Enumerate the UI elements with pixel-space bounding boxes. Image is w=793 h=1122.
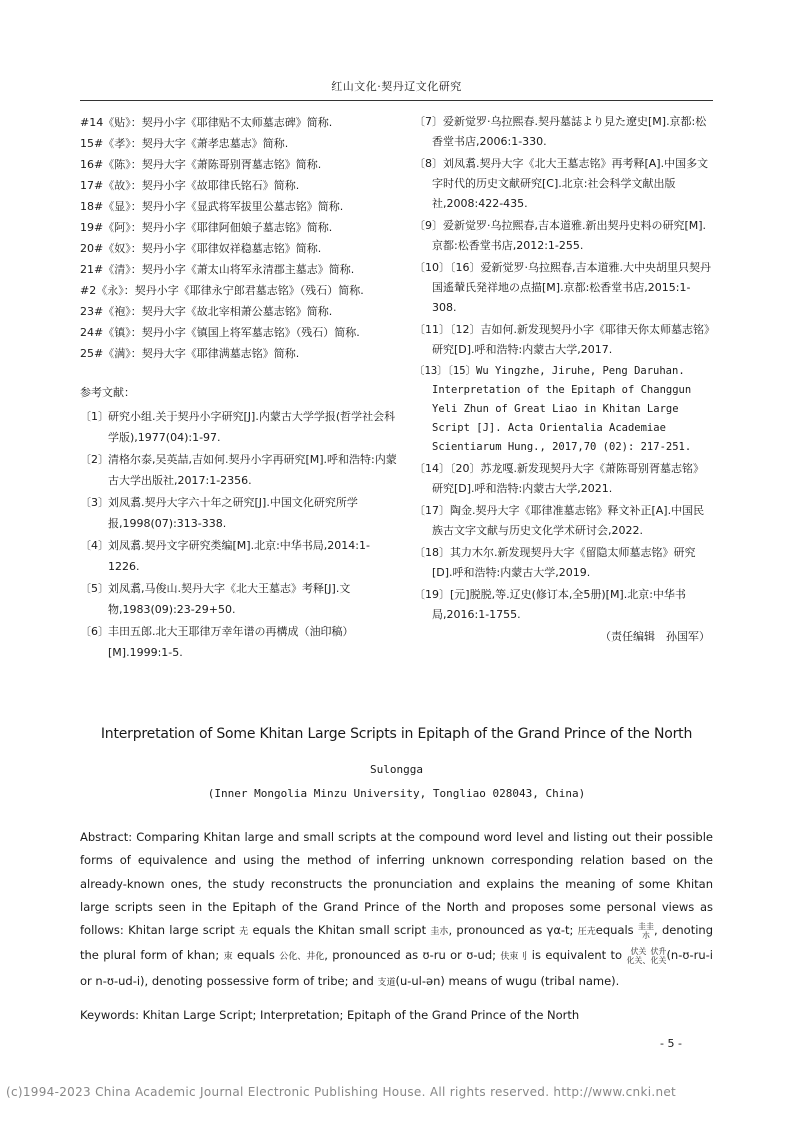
reference-item: 〔19〕[元]脱脱,等.辽史(修订本,全5册)[M].北京:中华书局,2016:1-1755. xyxy=(414,588,686,621)
reference-item: 〔9〕爱新觉罗·乌拉熙春,吉本道雅.新出契丹史料の研究[M].京都:松香堂书店,2012:1-255. xyxy=(414,219,707,252)
khitan-glyph: 朩 xyxy=(642,930,651,940)
reference-number: 〔2〕 xyxy=(80,453,109,466)
abstract-text: (u-ul-ən) means of wugu (tribal name). xyxy=(395,973,620,988)
khitan-glyph: 圥 xyxy=(239,927,249,938)
reference-item: 〔14〕〔20〕苏龙嘎.新发现契丹大字《萧陈哥别胥墓志铭》研究[D].呼和浩特:内蒙古大学,2021. xyxy=(414,462,704,495)
reference-item: 〔13〕〔15〕Wu Yingzhe, Jiruhe, Peng Daruhan. Interpretation of the Epitaph of Changgun Yeli Zhun of Great Liao in Khitan Large Script [J]. Acta Orientalia Academiae Scientiarum Hung., 2017,70 (02): 217-251. xyxy=(414,365,692,453)
keywords-text: Khitan Large Script; Interpretation; Epitaph of the Grand Prince of the North xyxy=(138,1008,580,1022)
reference-text: 刘凤翥.契丹文字研究类编[M].北京:中华书局,2014:1-1226. xyxy=(108,539,370,573)
reference-number: 〔6〕 xyxy=(80,625,109,638)
references-left xyxy=(80,406,398,663)
abstract-text: , pronounced as γα-t; xyxy=(448,923,578,938)
keywords-label: Keywords: xyxy=(80,1008,139,1022)
reference-item: 〔8〕刘凤翥.契丹大字《北大王墓志铭》再考释[A].中国多文字时代的历史文献研究[C].北京:社会科学文献出版社,2008:422-435. xyxy=(414,157,709,210)
abstract-text: , pronounced as ʊ-ru or ʊ-ud; xyxy=(324,948,501,963)
english-keywords xyxy=(80,1008,713,1022)
editor-note: （责任编辑 孙国军） xyxy=(600,630,710,643)
khitan-glyph: 支道 xyxy=(377,977,396,988)
khitan-glyph: 伏关 xyxy=(630,946,647,956)
reference-item: 〔18〕其力木尔.新发现契丹大字《留隐太师墓志铭》研究[D].呼和浩特:内蒙古大学,2019. xyxy=(414,546,696,579)
english-author: Sulongga xyxy=(370,763,423,776)
reference-item xyxy=(80,621,398,663)
abbreviation-item: 15#《孝》：契丹大字《萧孝忠墓志》简称. xyxy=(80,137,289,150)
reference-item: 〔10〕〔16〕爱新觉罗·乌拉熙春,吉本道雅.大中央胡里只契丹国遙輦氏発祥地の点描[M].京都:松香堂书店,2015:1-308. xyxy=(414,261,711,314)
english-abstract xyxy=(80,826,713,995)
references-heading: 参考文献： xyxy=(80,386,135,399)
header-rule xyxy=(80,100,713,101)
references-right xyxy=(414,112,714,625)
khitan-glyph: 圭圭 xyxy=(638,921,655,931)
reference-item xyxy=(80,492,398,534)
english-title: Interpretation of Some Khitan Large Scripts in Epitaph of the Grand Prince of the North xyxy=(100,726,693,742)
khitan-glyph: 公化、井化 xyxy=(279,952,325,963)
reference-text: 丰田五郎.北大王耶律万幸年谱の再構成（油印稿）[M].1999:1-5. xyxy=(108,625,354,659)
running-head: 红山文化·契丹辽文化研究 xyxy=(331,80,462,93)
abbreviation-item: 24#《镇》：契丹小字《镇国上将军墓志铭》（残石）简称. xyxy=(80,326,360,339)
reference-item: 〔11〕〔12〕吉如何.新发现契丹小字《耶律天你太师墓志铭》研究[D].呼和浩特:内蒙古大学,2017. xyxy=(414,323,710,356)
right-column xyxy=(414,112,714,647)
left-column xyxy=(80,112,398,664)
abbreviation-item: 25#《满》：契丹大字《耶律满墓志铭》简称. xyxy=(80,347,300,360)
copyright-footer: (c)1994-2023 China Academic Journal Electronic Publishing House. All rights reserved. http://www.cnki.net xyxy=(6,1085,677,1099)
khitan-glyph: 伏升 xyxy=(650,946,667,956)
reference-number: 〔4〕 xyxy=(80,539,109,552)
khitan-glyph: 圧圥 xyxy=(577,927,596,938)
abbreviation-item: 23#《袍》：契丹大字《故北宰相萧公墓志铭》简称. xyxy=(80,305,333,318)
khitan-glyph: 圭朩 xyxy=(430,927,449,938)
abstract-text: (n-ʊ-ru-i or n-ʊ-ud-i), denoting possessive form of tribe; and xyxy=(80,948,713,988)
abbreviation-item: 16#《陈》：契丹大字《萧陈哥别胥墓志铭》简称. xyxy=(80,158,322,171)
abstract-label: Abstract: xyxy=(80,830,133,844)
abstract-text: , denoting the plural form of khan; xyxy=(80,923,713,963)
abbreviation-item: #2《永》：契丹小字《耶律永宁郎君墓志铭》（残石）简称. xyxy=(80,284,364,297)
abbreviation-list xyxy=(80,112,398,364)
reference-item: 〔17〕陶金.契丹大字《耶律准墓志铭》释文补正[A].中国民族古文字文献与历史文化学术研讨会,2022. xyxy=(414,504,705,537)
abbreviation-item: 18#《显》：契丹小字《显武将军拔里公墓志铭》简称. xyxy=(80,200,344,213)
khitan-glyph-stack xyxy=(626,947,650,965)
reference-item xyxy=(80,535,398,577)
abbreviation-item: #14《贴》：契丹小字《耶律贴不太师墓志碑》简称. xyxy=(80,116,333,129)
reference-number: 〔3〕 xyxy=(80,496,109,509)
abstract-text: Comparing Khitan large and small scripts at the compound word level and listing out their possible forms of equivalence and using the method of inferring unknown corresponding relation based on the already-known ones, the study reconstructs the pronunciation and explains the meaning of some Khitan large scripts seen in the Epitaph of the Grand Prince of the North and proposes some personal views as follows: Khitan large script xyxy=(80,830,713,938)
abbreviation-item: 17#《故》：契丹小字《故耶律氏铭石》简称. xyxy=(80,179,300,192)
reference-number: 〔1〕 xyxy=(80,410,109,423)
abstract-text: is equivalent to xyxy=(527,948,627,963)
abstract-text: equals xyxy=(595,923,639,938)
khitan-glyph-stack xyxy=(638,922,654,940)
khitan-glyph: 伕朿刂 xyxy=(500,952,528,963)
reference-item xyxy=(80,406,398,448)
khitan-glyph: 化关、 xyxy=(626,955,651,965)
khitan-glyph: 朿 xyxy=(223,952,233,963)
page-number: - 5 - xyxy=(660,1037,682,1050)
khitan-glyph: 化关 xyxy=(650,955,667,965)
abstract-text: equals the Khitan small script xyxy=(248,923,431,938)
abbreviation-item: 21#《清》：契丹小字《萧太山将军永清郡主墓志》简称. xyxy=(80,263,355,276)
reference-item xyxy=(80,449,398,491)
reference-text: 清格尔泰,吴英喆,吉如何.契丹小字再研究[M].呼和浩特:内蒙古大学出版社,2017:1-2356. xyxy=(108,453,397,487)
abbreviation-item: 20#《奴》：契丹小字《耶律奴祥稳墓志铭》简称. xyxy=(80,242,322,255)
reference-number: 〔5〕 xyxy=(80,582,109,595)
reference-text: 刘凤翥,马俊山.契丹大字《北大王墓志》考释[J].文物,1983(09):23-29+50. xyxy=(108,582,351,616)
reference-item: 〔7〕爱新觉罗·乌拉熙春.契丹墓誌より見た遼史[M].京都:松香堂书店,2006:1-330. xyxy=(414,115,707,148)
abbreviation-item: 19#《阿》：契丹小字《耶律阿佃娘子墓志铭》简称. xyxy=(80,221,333,234)
abstract-text: equals xyxy=(232,948,280,963)
english-affiliation: (Inner Mongolia Minzu University, Tongliao 028043, China) xyxy=(207,787,586,800)
reference-item xyxy=(80,578,398,620)
reference-text: 刘凤翥.契丹大字六十年之研究[J].中国文化研究所学报,1998(07):313-338. xyxy=(108,496,358,530)
reference-text: 研究小组.关于契丹小字研究[J].内蒙古大学学报(哲学社会科学版),1977(04):1-97. xyxy=(108,410,396,444)
khitan-glyph-stack xyxy=(650,947,666,965)
